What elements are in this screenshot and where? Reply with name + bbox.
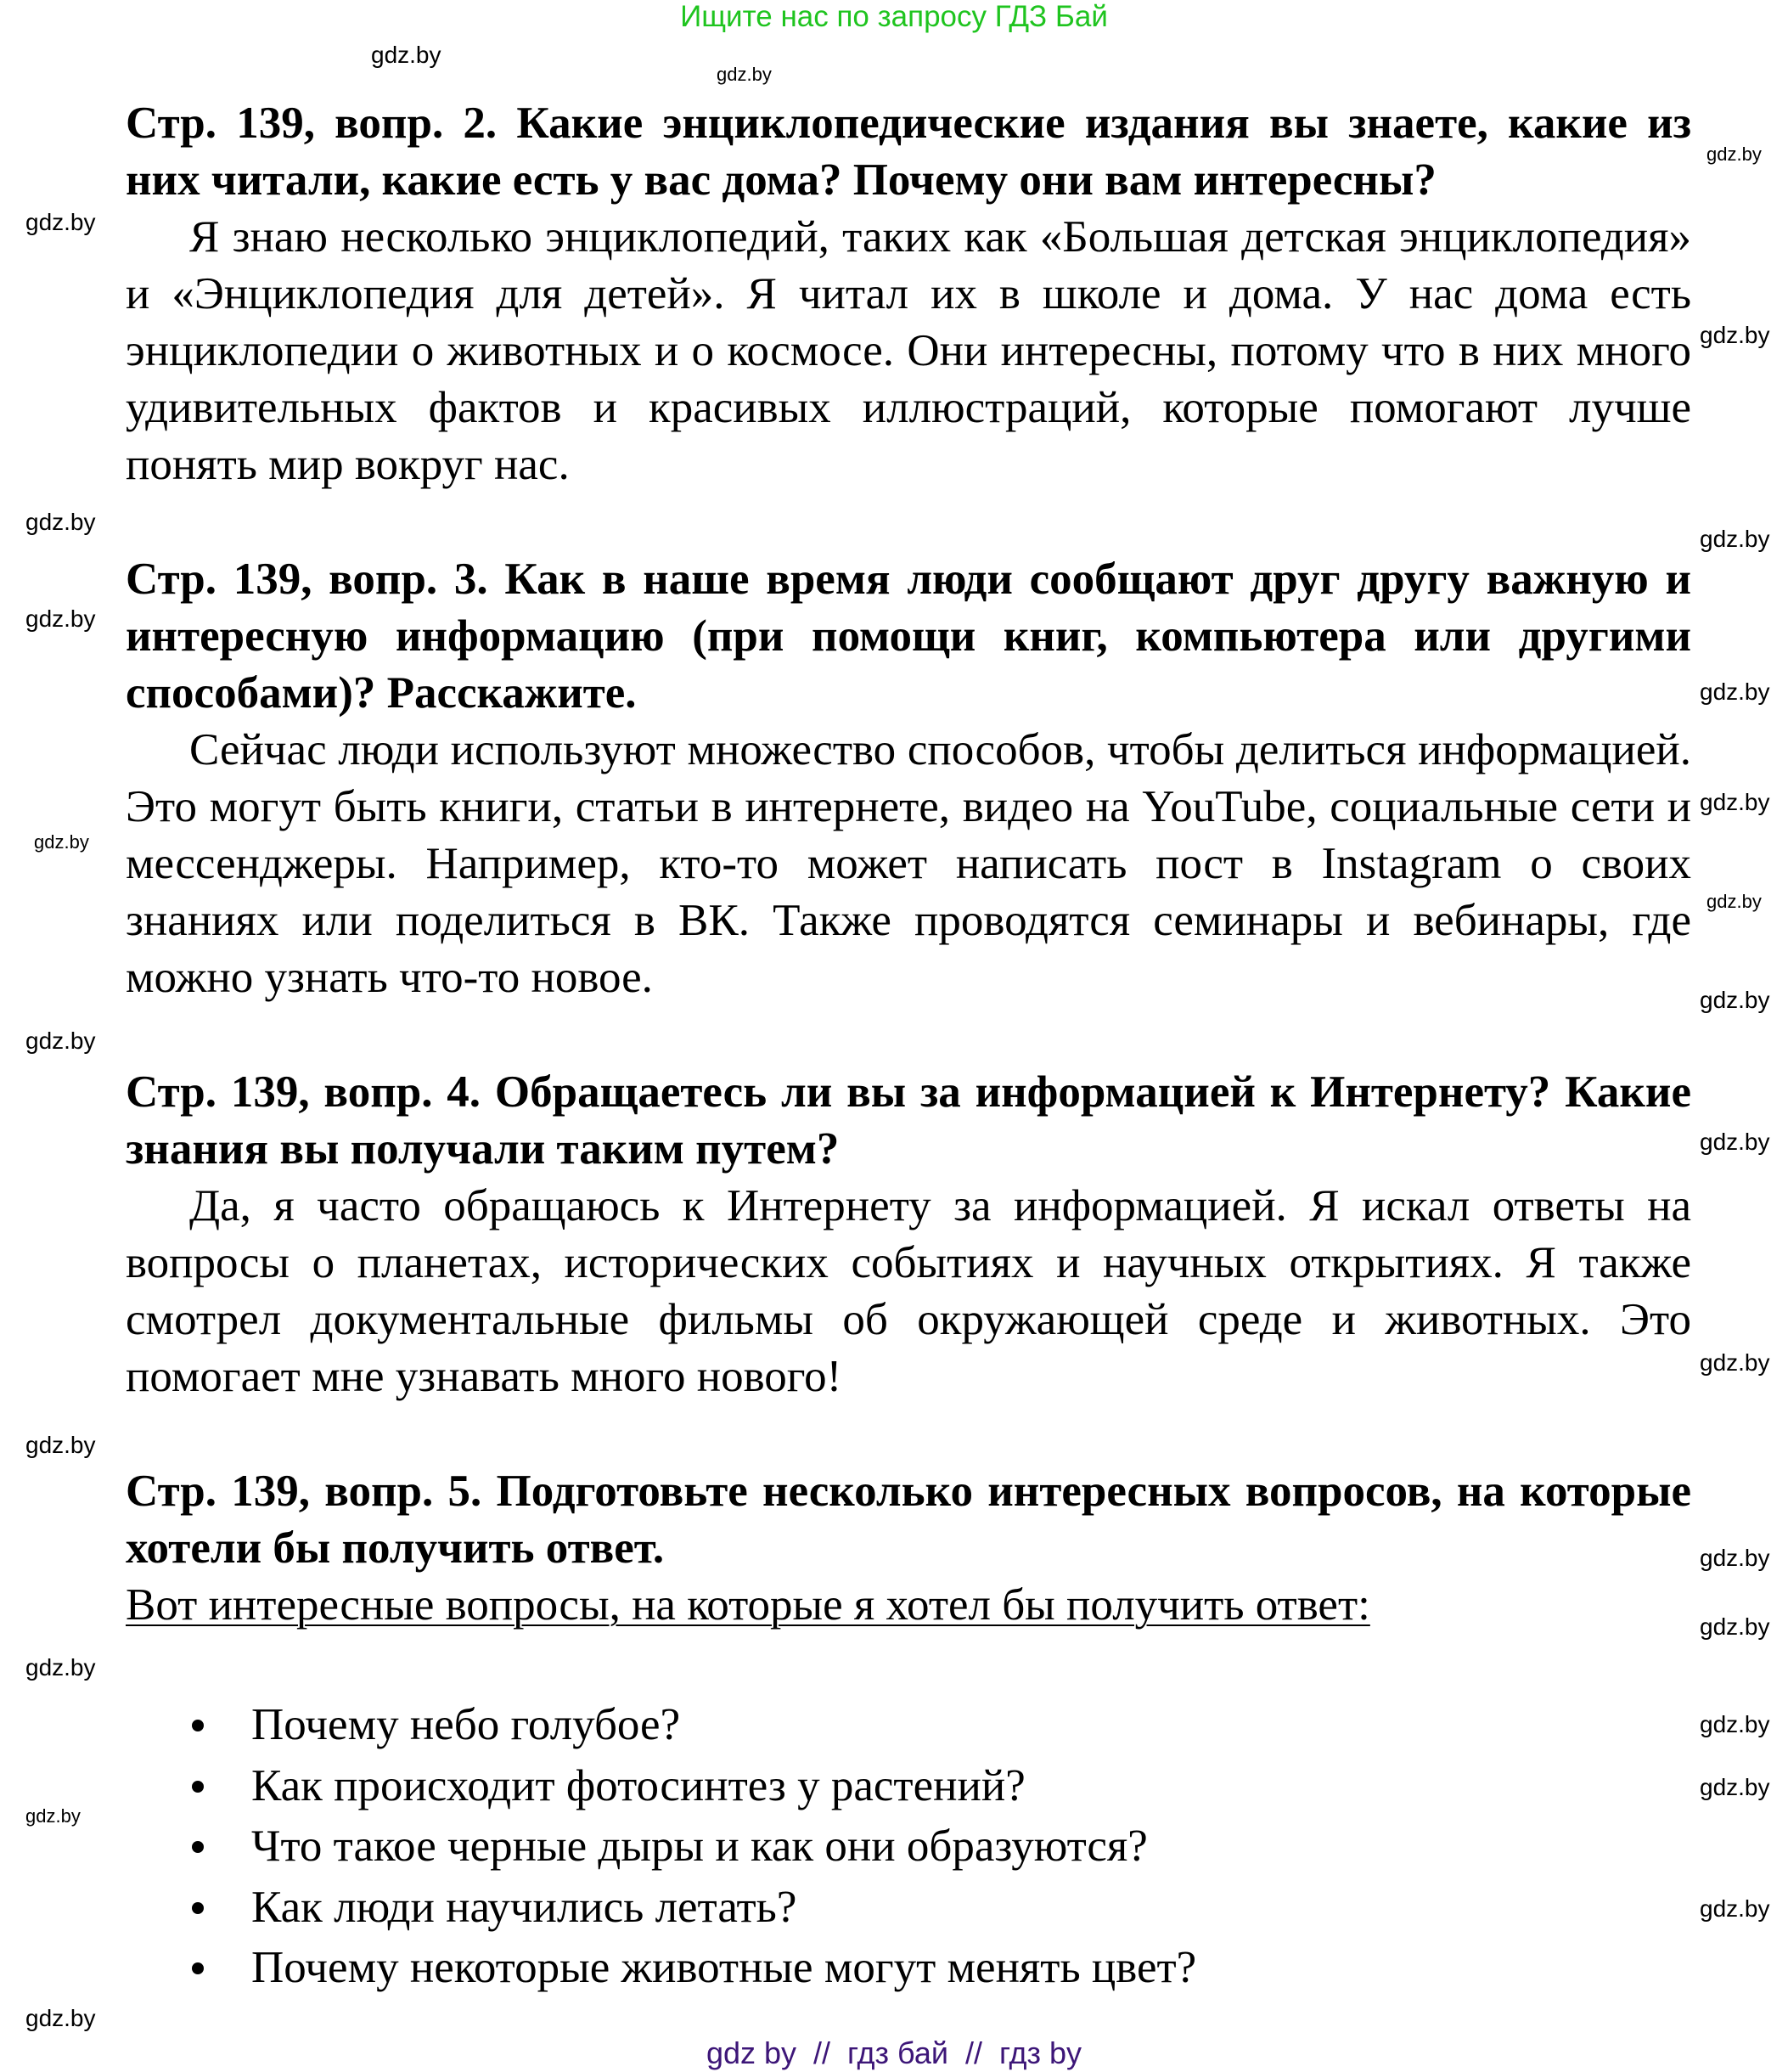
watermark: gdz.by (1700, 678, 1770, 705)
watermark: gdz.by (1700, 987, 1770, 1013)
watermark: gdz.by (1700, 526, 1770, 552)
watermark: gdz.by (25, 1805, 81, 1827)
bullet-icon (192, 1781, 204, 1793)
list-item (126, 1938, 1691, 1999)
watermark: gdz.by (25, 605, 96, 632)
document-content (126, 95, 1691, 1999)
list-item-text: Как происходит фотосинтез у растений? (251, 1760, 1026, 1810)
question-4-heading: Стр. 139, вопр. 4. Обращаетесь ли вы за информацией к Интернету? Какие знания вы получали таким путем? (126, 1067, 1691, 1174)
watermark: gdz.by (25, 1028, 96, 1054)
watermark: gdz.by (25, 209, 96, 235)
list-item (126, 1695, 1691, 1756)
watermark: gdz.by (1700, 1774, 1770, 1800)
question-5-heading: Стр. 139, вопр. 5. Подготовьте несколько интересных вопросов, на которые хотели бы получить ответ. (126, 1467, 1691, 1573)
watermark: gdz.by (25, 509, 96, 535)
watermark: gdz.by (25, 1654, 96, 1681)
watermark: gdz.by (1700, 322, 1770, 348)
question-2-heading: Стр. 139, вопр. 2. Какие энциклопедические издания вы знаете, какие из них читали, какие есть у вас дома? Почему они вам интересны? (126, 99, 1691, 205)
list-item-text: Как люди научились летать? (251, 1882, 797, 1932)
watermark: gdz.by (1706, 891, 1762, 912)
list-item-text: Что такое черные дыры и как они образуются? (251, 1821, 1148, 1871)
watermark: gdz.by (371, 42, 441, 68)
bullet-icon (192, 1902, 204, 1914)
question-3-heading: Стр. 139, вопр. 3. Как в наше время люди сообщают друг другу важную и интересную информацию (при помощи книг, компьютера или другими способами)? Расскажите. (126, 555, 1691, 718)
watermark: gdz.by (1700, 1129, 1770, 1155)
bullet-icon (192, 1720, 204, 1731)
watermark: gdz.by (1700, 1895, 1770, 1922)
watermark: gdz.by (1700, 1613, 1770, 1640)
watermark: gdz.by (34, 831, 89, 853)
watermark: gdz.by (25, 2005, 96, 2031)
answer-3-text: Сейчас люди используют множество способов, чтобы делиться информацией. Это могут быть книги, статьи в интернете, видео на YouTube, социальные сети и мессенджеры. Например, кто-то может написать пост в Instagram о своих знаниях или поделиться в ВК. Также проводятся семинары и вебинары, где можно узнать что-то новое. (126, 725, 1691, 1002)
question-list (126, 1695, 1691, 1999)
answer-5-intro: Вот интересные вопросы, на которые я хотел бы получить ответ: (126, 1580, 1370, 1630)
bullet-icon (192, 1962, 204, 1974)
list-item (126, 1878, 1691, 1939)
watermark: gdz.by (1700, 1711, 1770, 1737)
list-item (126, 1756, 1691, 1817)
footer-links: gdz by // гдз бай // гдз by (706, 2035, 1082, 2070)
list-item (126, 1816, 1691, 1878)
watermark: gdz.by (1700, 789, 1770, 815)
watermark: gdz.by (1700, 1349, 1770, 1376)
answer-4-text: Да, я часто обращаюсь к Интернету за информацией. Я искал ответы на вопросы о планетах, исторических событиях и научных открытиях. Я также смотрел документальные фильмы об окружающей среде и животных. Это помогает мне узнавать много нового! (126, 1181, 1691, 1401)
watermark: gdz.by (25, 1432, 96, 1458)
answer-2-text: Я знаю несколько энциклопедий, таких как «Большая детская энциклопедия» и «Энциклопедия для детей». Я читал их в школе и дома. У нас дома есть энциклопедии о животных и о космосе. Они интересны, потому что в них много удивительных фактов и красивых иллюстраций, которые помогают лучше понять мир вокруг нас. (126, 212, 1691, 489)
watermark: gdz.by (1706, 144, 1762, 165)
search-banner: Ищите нас по запросу ГДЗ Бай (680, 0, 1108, 33)
watermark: gdz.by (1700, 1545, 1770, 1571)
watermark: gdz.by (717, 64, 772, 85)
list-item-text: Почему некоторые животные могут менять цвет? (251, 1943, 1197, 1992)
list-item-text: Почему небо голубое? (251, 1700, 681, 1749)
bullet-icon (192, 1841, 204, 1853)
